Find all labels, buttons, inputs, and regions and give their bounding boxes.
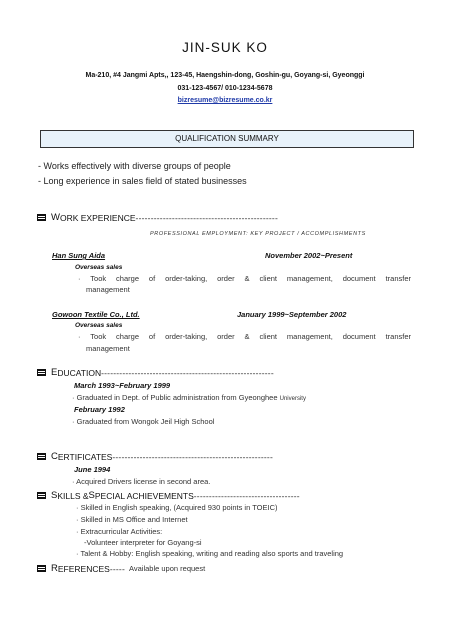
certificate-entry: · Acquired Drivers license in second area. [72, 477, 211, 486]
work-subheading: PROFESSIONAL EMPLOYMENT: KEY PROJECT / ACCOMPLISHMENTS [150, 231, 366, 237]
job-description: · Took charge of order-taking, order & client management, document transfer [78, 274, 411, 283]
skill-item: · Skilled in MS Office and Internet [76, 515, 188, 524]
education-heading: E DUCATION --------------------------------------------------------- [37, 367, 274, 378]
qualification-summary-banner: QUALIFICATION SUMMARY [40, 130, 414, 148]
address: Ma-210, #4 Jangmi Apts,, 123-45, Haengshin-dong, Goshin-gu, Goyang-si, Gyeonggi [85, 72, 365, 79]
job-dates: January 1999~September 2002 [237, 310, 347, 319]
references-heading: R EFERENCES ----- Available upon request [37, 563, 205, 574]
summary-item: - Works effectively with diverse groups of people [38, 161, 231, 171]
job-role: Overseas sales [75, 322, 123, 329]
job-dates: November 2002~Present [265, 251, 353, 260]
certificate-date: June 1994 [74, 465, 111, 474]
skill-item: · Talent & Hobby: English speaking, writing and reading also sports and traveling [76, 549, 344, 558]
references-text: Available upon request [129, 564, 206, 573]
section-bullet-icon [37, 369, 46, 376]
job-description-cont: management [86, 344, 130, 353]
skill-subitem: -Volunteer interpreter for Goyang-si [84, 538, 202, 547]
skills-heading: S KILLS & S PECIAL ACHIEVEMENTS ----------------------------------- [37, 490, 300, 501]
education-entry: · Graduated in Dept. of Public administration from Gyeonghee University [72, 393, 306, 402]
resume-name: JIN-SUK KO [182, 40, 268, 55]
certificates-heading: C ERTIFICATES ----------------------------------------------------- [37, 451, 273, 462]
summary-item: - Long experience in sales field of stated businesses [38, 176, 247, 186]
section-bullet-icon [37, 492, 46, 499]
phone-numbers: 031-123-4567/ 010-1234-5678 [177, 85, 273, 92]
skill-item: · Extracurricular Activities: [76, 527, 163, 536]
job-role: Overseas sales [75, 264, 123, 271]
company-name: Han Sung Aida [52, 251, 106, 260]
job-description: · Took charge of order-taking, order & client management, document transfer [78, 332, 411, 341]
section-bullet-icon [37, 214, 46, 221]
work-experience-heading: W ORK EXPERIENCE ----------------------------------------------- [37, 212, 278, 223]
education-date: February 1992 [74, 405, 125, 414]
education-entry: · Graduated from Wongok Jeil High School [72, 417, 215, 426]
company-name: Gowoon Textile Co., Ltd. [52, 310, 140, 319]
section-bullet-icon [37, 565, 46, 572]
education-date: March 1993~February 1999 [74, 381, 171, 390]
skill-item: · Skilled in English speaking, (Acquired 930 points in TOEIC) [76, 503, 278, 512]
job-description-cont: management [86, 285, 130, 294]
section-bullet-icon [37, 453, 46, 460]
email-link[interactable]: bizresume@bizresume.co.kr [177, 97, 273, 104]
